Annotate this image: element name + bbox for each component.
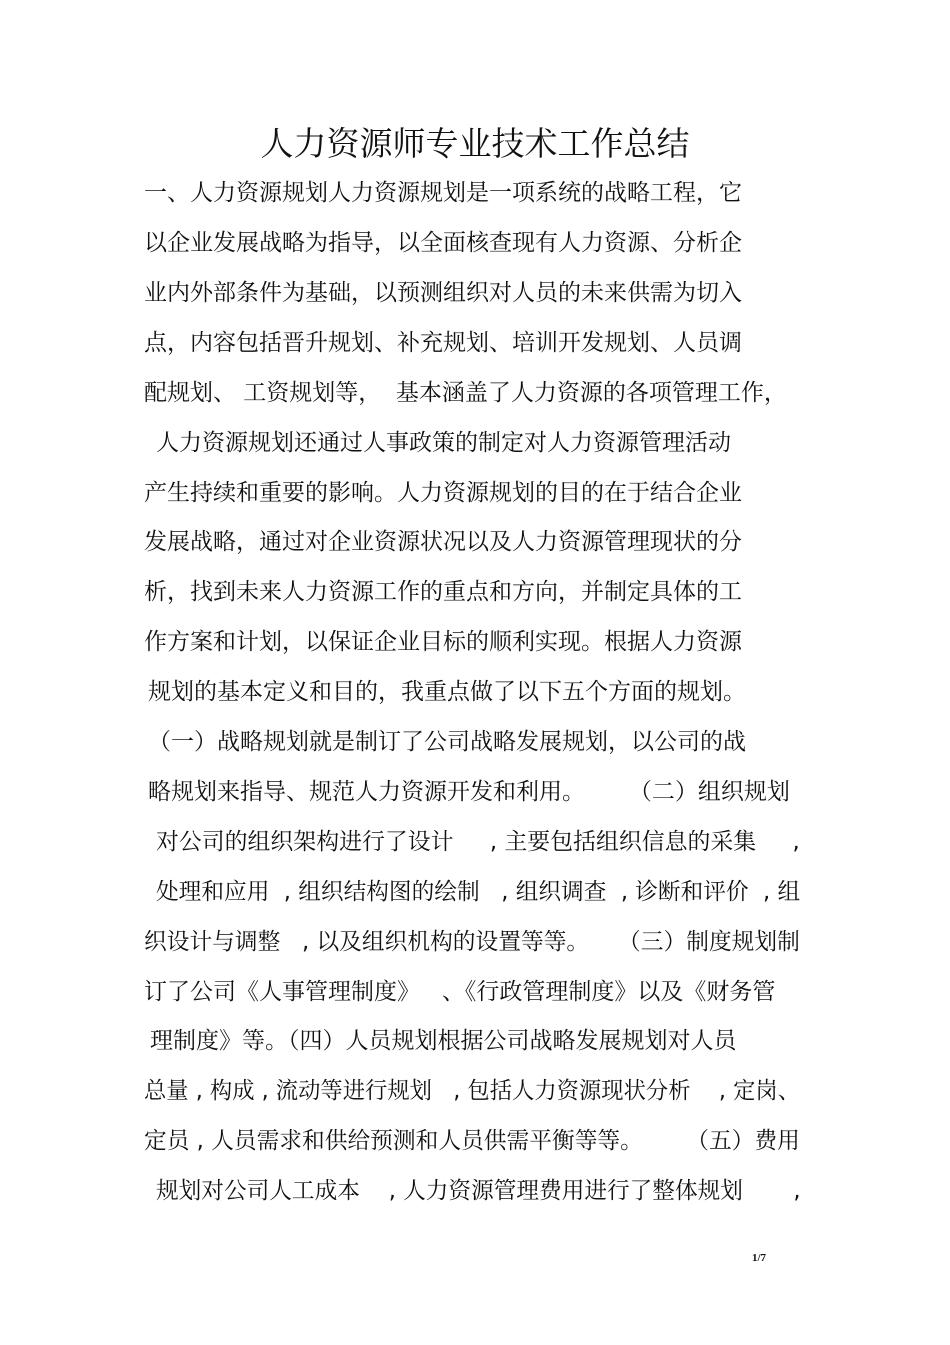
page-number: 1/7 (752, 1252, 767, 1264)
body-line: 略规划来指导、规范人力资源开发和利用。 （二）组织规划 (148, 779, 790, 805)
body-line: 发展战略，通过对企业资源状况以及人力资源管理现状的分 (144, 529, 742, 555)
body-line: 处理和应用 , 组织结构图的绘制 , 组织调查 , 诊断和评价 , 组 (156, 879, 801, 905)
body-line: 规划的基本定义和目的，我重点做了以下五个方面的规划。 (148, 679, 746, 705)
body-line: 总量 , 构成 , 流动等进行规划 , 包括人力资源现状分析 , 定岗、 (144, 1078, 801, 1104)
body-line: 以企业发展战略为指导，以全面核查现有人力资源、分析企 (144, 230, 742, 256)
body-line: 作方案和计划，以保证企业目标的顺利实现。根据人力资源 (144, 629, 742, 655)
document-title: 人力资源师专业技术工作总结 (260, 124, 690, 163)
body-line: 对公司的组织架构进行了设计 , 主要包括组织信息的采集 , (156, 829, 800, 855)
body-line: 规划对公司人工成本 , 人力资源管理费用进行了整体规划 , (156, 1178, 801, 1204)
body-line: 析，找到未来人力资源工作的重点和方向，并制定具体的工 (144, 579, 742, 605)
body-line: 订了公司《人事管理制度》 、《行政管理制度》以及《财务管 (144, 979, 776, 1005)
body-line: 点，内容包括晋升规划、补充规划、培训开发规划、人员调 (144, 330, 742, 356)
body-line: （一）战略规划就是制订了公司战略发展规划，以公司的战 (148, 729, 746, 755)
body-line: 织设计与调整 , 以及组织机构的设置等等。 （三）制度规划制 (144, 929, 800, 955)
body-line: 理制度》等。（四）人员规划根据公司战略发展规划对人员 (150, 1028, 737, 1054)
body-line: 业内外部条件为基础，以预测组织对人员的未来供需为切入 (144, 280, 742, 306)
body-line: 定员 , 人员需求和供给预测和人员供需平衡等等。 （五）费用 (144, 1128, 800, 1154)
body-line: 人力资源规划还通过人事政策的制定对人力资源管理活动 (156, 430, 731, 456)
body-line: 产生持续和重要的影响。人力资源规划的目的在于结合企业 (144, 480, 742, 506)
body-line: 一、人力资源规划人力资源规划是一项系统的战略工程，它 (144, 180, 742, 206)
body-line: 配规划、 工资规划等， 基本涵盖了人力资源的各项管理工作， (144, 380, 787, 406)
